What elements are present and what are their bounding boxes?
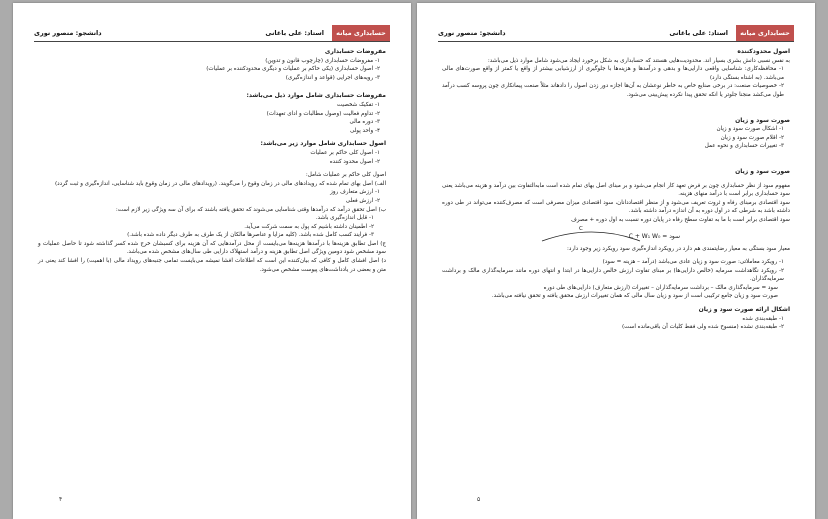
formula-text: سود = C + W₁ W₀ [628, 232, 680, 240]
teacher-name: استاد: علی باغانی [265, 29, 324, 37]
teacher-name: استاد: علی باغانی [669, 29, 728, 37]
list-item: ۳- دوره مالی [349, 119, 380, 126]
document-page-left [13, 3, 411, 519]
page-number: ۵ [477, 496, 481, 503]
list-item: ۱- محافظه‌کاری: شناسایی واقعی دارایی‌ها و بدهی و درآمدها و هزینه‌ها با جلوگیری از ارزشیابی بیشتر از واقع یا کمتر از واقع صورت‌های مالی می‌باشد. (به اشتاه بستگی دارد) [442, 66, 784, 81]
list-item: ۲- خصوصیات صنعت: در برخی صنایع خاص به خاطر نوعشان به آن‌ها اجازه دور زدن اصول را دادهاند مثلاً صنعت پیمانکاری چون پروسه کسب درآمد طول می‌کشد منجنا جلوتر یا انکه تحقق پیدا نکرده پیش‌بینی می‌شود. [442, 83, 784, 98]
section-heading: صورت سود و زیان [735, 167, 790, 175]
section-heading: صورت سود و زیان [735, 116, 790, 124]
paragraph: به نفس نسبی دانش بشری بسیار اند. محدودیت‌هایی هستند که حسابداری به شکل برخورد ایجاد می‌شود شامل موارد ذیل می‌باشد: [487, 57, 790, 64]
paragraph: ب) اصل تحقق درآمد که درآمدها وقتی شناسایی می‌شوند که تحقق یافته باشند که برای آن سه ویژگی زیر لازم است: [115, 206, 386, 213]
document-page-right [417, 3, 815, 519]
paragraph: ج) اصل تطابق هزینه‌ها با درآمدها هزینه‌ها می‌بایست از محل درآمدهایی که آن هزینه برای کسبشان خرج شده کسر گذاشته شود تا حاصل عملیات و سود مشخص شود دومین ویژگی اصل تطابق هزینه و درآمد استهلاک دارایی طی سال‌های مشخص شده می‌باشد. [38, 240, 386, 256]
page-header [34, 25, 390, 42]
spacer [442, 151, 790, 163]
list-item: ۲- اصول محدود کننده [329, 158, 380, 165]
paragraph: معیار سود بستگی به معیار رضایتمندی هم دارد در رویکرد اندازه‌گیری سود رویکرد زیر وجود دارد: [567, 245, 790, 252]
course-badge: حسابداری میانه [736, 25, 794, 41]
page-number: ۴ [59, 496, 63, 503]
list-item: ۳- تغییرات حسابداری و نحوه عمل [704, 143, 784, 150]
course-badge: حسابداری میانه [332, 25, 390, 41]
list-item: ۱- ارزش متعارف روز [330, 189, 380, 196]
list-item: ۱- اشکال صورت سود و زیان [716, 126, 784, 133]
list-item: ۴- واحد پولی [349, 127, 380, 134]
formula-arc [442, 225, 790, 245]
section-heading: اصول محدودکننده [737, 48, 790, 55]
formula-c-label: C [579, 225, 583, 232]
section-heading: اشکال ارائه صورت سود و زیان [698, 306, 790, 314]
spacer [38, 82, 386, 87]
page-body [442, 48, 790, 332]
list-item: ۱- طبقه‌بندی شده [742, 315, 784, 322]
list-item: ۲- رویکرد نگاهداشت سرمایه (خالص دارایی‌ها) بر مبنای تفاوت ارزش خالص دارایی‌ها در ابتدا و انتهای دوره مانند سرمایه‌گذاری مالک و برداشت سرمایه‌گذاران. [442, 267, 784, 283]
list-item: ۱- مفروضات حسابداری (چارچوب قانون و تدوین) [265, 57, 380, 64]
list-item: ۲- اطمینان داشته باشیم که پول به سمت شرکت می‌آید. [244, 223, 374, 230]
list-item: ۱- قابل اندازه‌گیری باشد. [315, 215, 374, 222]
list-item: ۲- اقلام صورت سود و زیان [720, 134, 784, 141]
paragraph: مفهوم سود از نظر حسابداری چون بر فرض تعهد کار انجام می‌شود و بر مبنای اصل بهای تمام شده است مابه‌التفاوت بین درآمد و هزینه می‌باشد یعنی سود حسابداری برابر است با درآمد منهای هزینه. [442, 182, 790, 198]
paragraph: سود اقتصادی برابر است با ما به تفاوت سطح رفاه در پایان دوره نسبت به اول دوره + مصرف [571, 216, 790, 223]
profit-formula [442, 225, 790, 245]
list-item: ۱- اصول کلی حاکم بر عملیات [310, 149, 380, 156]
list-item: ۲- ارزش فعلی [345, 197, 380, 204]
section-heading: مفروضات حسابداری شامل موارد ذیل می‌باشد: [246, 92, 386, 100]
section-heading: مفروضات حسابداری [324, 48, 386, 55]
list-item: ۳- فرایند کسب کامل شده باشد. (کلیه مزایا و عناصرها مالکان از یک طرف به طرف دیگر داده شده باشد.) [127, 232, 374, 239]
arc-line [542, 232, 640, 241]
list-item: ۳- رویه‌های اجرایی (قواعد و اندازه‌گیری) [285, 74, 380, 81]
list-item: ۱- رویکرد معاملاتی: صورت سود و زیان عادی می‌باشد (درآمد – هزینه = سود) [602, 259, 784, 266]
paragraph: سود اقتصادی برمبنای رفاه و ثروت تعریف می‌شود و از منظر اقتصاددانان، سود اقتصادی میزان مصرفی است که مصرف‌کننده می‌تواند در طی دوره داشته باشد به شرطی که در اول دوره به آن اندازه درآمد داشته باشد. [442, 199, 790, 215]
paragraph: د) اصل افشای کامل و کافی که بیان‌کننده این است که اطلاعات افشا نمیشه می‌بایست تمامی جنبه‌های رویداد مالی (با اهمیت) را افشا کند یعنی در متن و بعضی در یادداشت‌های پیوست مشخص می‌شود. [38, 258, 386, 273]
list-item: ۲- تداوم فعالیت (وصول مطالبات و ادای تعهدات) [266, 110, 380, 117]
list-item: ۲- اصول حسابداری (یکی حاکم بر عملیات و دیگری محدودکننده بر عملیات) [206, 66, 380, 73]
list-item: ۱- تفکیک شخصیت [336, 101, 380, 108]
page-body [38, 48, 386, 274]
paragraph: اصول کلی حاکم بر عملیات شامل: [305, 172, 386, 179]
list-item: سود = سرمایه‌گذاری مالک – برداشت سرمایه‌گذاران – تغییرات (ارزش متعارف) دارایی‌های طی دوره [543, 284, 778, 291]
page-header [438, 25, 794, 42]
student-name: دانشجو: منصور نوری [438, 29, 506, 37]
list-item: صورت سود و زیان جامع ترکیبی است از سود و زیان سال مالی که همان تغییرات ارزش محقق یافته و تحقق نیافته می‌باشد. [491, 293, 778, 300]
paragraph: الف) اصل بهای تمام شده که رویدادهای مالی در زمان وقوع را می‌گویند. (رویدادهای مالی در زمان وقوع باید شناسایی، اندازه‌گیری و ثبت گردد) [54, 180, 386, 187]
spacer [442, 100, 790, 112]
student-name: دانشجو: منصور نوری [34, 29, 102, 37]
section-heading: اصول حسابداری شامل موارد زیر می‌باشد: [260, 140, 386, 148]
list-item: ۲- طبقه‌بندی نشده (منسوخ شده ولی فقط کلیات آن باقی‌مانده است) [621, 324, 784, 331]
